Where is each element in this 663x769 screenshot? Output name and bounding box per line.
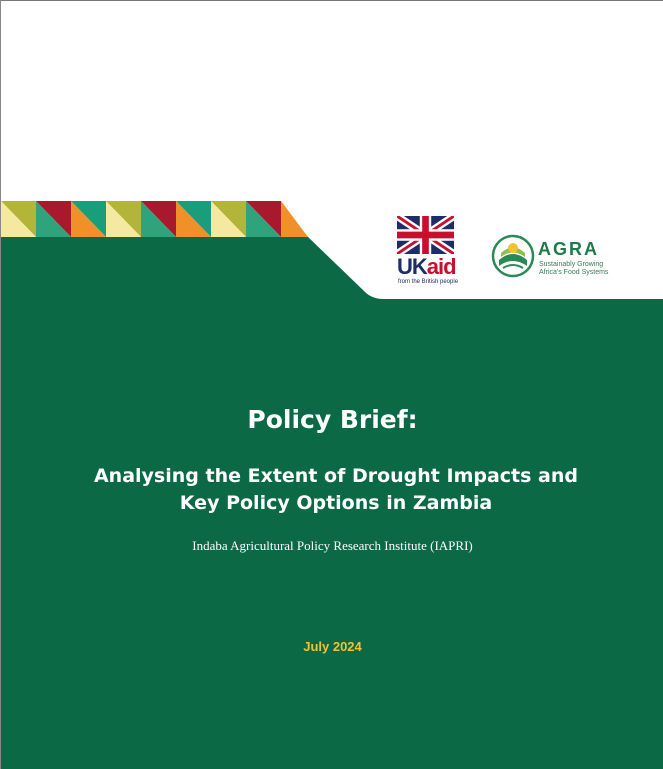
subtitle-line-1: Analysing the Extent of Drought Impacts and: [93, 465, 579, 487]
document-title: Policy Brief:: [247, 405, 418, 434]
agra-logo: [491, 234, 621, 279]
white-header-area: [1, 1, 663, 201]
ukaid-tagline: from the British people: [398, 279, 459, 285]
organization-name: Indaba Agricultural Policy Research Institute (IAPRI): [192, 538, 473, 553]
agra-tagline: Sustainably Growing Africa's Food Systems: [539, 261, 609, 276]
ukaid-logo: [397, 216, 459, 288]
agra-wordmark: AGRA: [538, 239, 599, 259]
union-jack-flag-icon: [397, 216, 454, 254]
subtitle-line-2: Key Policy Options in Zambia: [179, 492, 493, 514]
agra-emblem-icon: [491, 234, 535, 278]
document-subtitle: [61, 463, 611, 517]
ukaid-wordmark: UKaid: [397, 254, 456, 279]
triangle-pattern: [1, 201, 308, 237]
publication-date: July 2024: [303, 639, 362, 654]
